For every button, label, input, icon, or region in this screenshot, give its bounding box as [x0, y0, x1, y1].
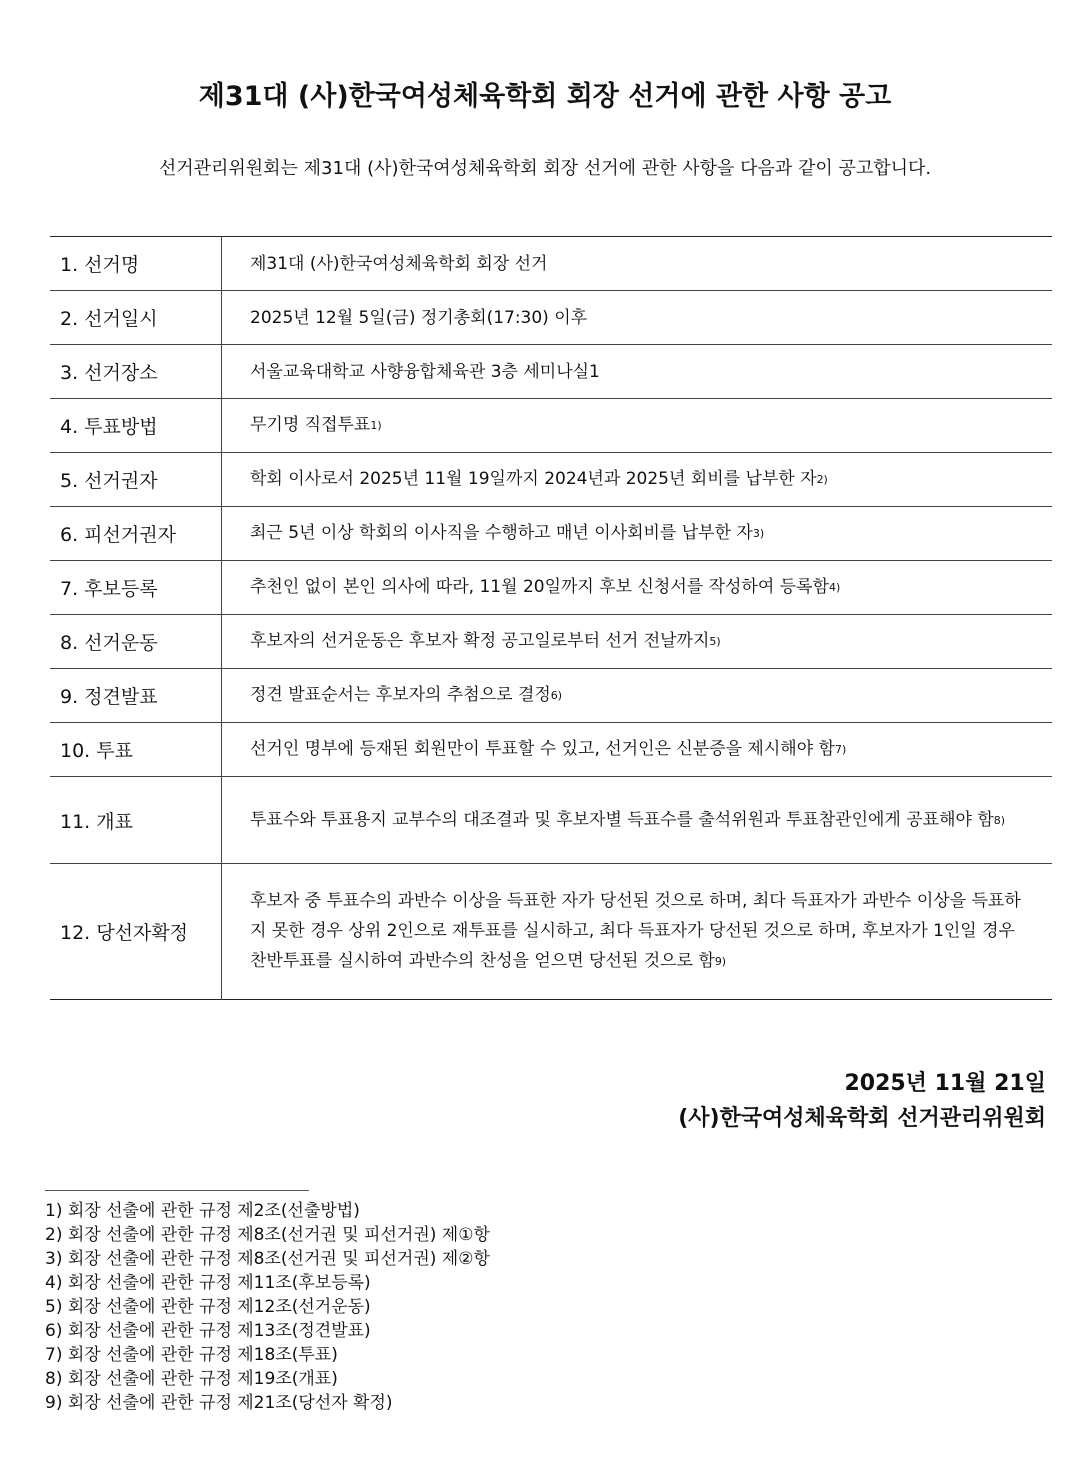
footnote-ref: 6)	[550, 689, 563, 702]
table-row	[50, 507, 1052, 561]
row-value	[222, 453, 1053, 507]
table-row	[50, 615, 1052, 669]
footnote: 7) 회장 선출에 관한 규정 제18조(투표)	[45, 1345, 338, 1365]
footnote-divider	[45, 1190, 309, 1191]
footnote-ref: 3)	[752, 527, 765, 540]
row-value	[222, 723, 1053, 777]
row-label: 12. 당선자확정	[50, 864, 222, 1000]
row-value	[222, 561, 1053, 615]
row-value	[222, 777, 1053, 864]
footnote-list	[45, 1199, 490, 1415]
footnote: 3) 회장 선출에 관한 규정 제8조(선거권 및 피선거권) 제②항	[45, 1249, 490, 1269]
row-value	[222, 237, 1053, 291]
footnote-ref: 5)	[709, 635, 721, 648]
row-label: 10. 투표	[50, 723, 222, 777]
row-value-text: 학회 이사로서 2025년 11월 19일까지 2024년과 2025년 회비를 납부한 자	[250, 469, 817, 489]
row-value	[222, 864, 1053, 1000]
table-row	[50, 864, 1052, 1000]
row-value-text: 후보자의 선거운동은 후보자 확정 공고일로부터 선거 전날까지	[250, 631, 710, 651]
row-value-text: 최근 5년 이상 학회의 이사직을 수행하고 매년 이사회비를 납부한 자	[250, 523, 753, 543]
row-value-text: 무기명 직접투표	[250, 415, 371, 435]
row-value	[222, 291, 1053, 345]
table-row	[50, 777, 1052, 864]
document-title: 제31대 (사)한국여성체육학회 회장 선거에 관한 사항 공고	[198, 81, 892, 112]
row-label: 3. 선거장소	[50, 345, 222, 399]
announcement-date: 2025년 11월 21일	[844, 1071, 1046, 1096]
table-row	[50, 561, 1052, 615]
row-value	[222, 399, 1053, 453]
footnote: 1) 회장 선출에 관한 규정 제2조(선출방법)	[45, 1201, 360, 1221]
row-label: 1. 선거명	[50, 237, 222, 291]
intro-paragraph: 선거관리위원회는 제31대 (사)한국여성체육학회 회장 선거에 관한 사항을 다음과 같이 공고합니다.	[158, 158, 932, 179]
row-value-text: 서울교육대학교 사향융합체육관 3층 세미나실1	[250, 361, 600, 382]
table-row	[50, 453, 1052, 507]
footnote: 8) 회장 선출에 관한 규정 제19조(개표)	[45, 1369, 338, 1389]
table-row	[50, 723, 1052, 777]
footnote-ref: 8)	[993, 813, 1006, 827]
row-label: 11. 개표	[50, 777, 222, 864]
footnote-ref: 1)	[370, 419, 382, 432]
row-label: 8. 선거운동	[50, 615, 222, 669]
row-label: 4. 투표방법	[50, 399, 222, 453]
row-label: 7. 후보등록	[50, 561, 222, 615]
footnote: 9) 회장 선출에 관한 규정 제21조(당선자 확정)	[45, 1393, 393, 1413]
row-value-text: 선거인 명부에 등재된 회원만이 투표할 수 있고, 선거인은 신분증을 제시해야 함	[250, 739, 835, 759]
footnote-ref: 7)	[834, 743, 847, 756]
row-value-text: 투표수와 투표용지 교부수의 대조결과 및 후보자별 득표수를 출석위원과 투표참관인에게 공표해야 함	[250, 809, 994, 830]
row-value-text: 정견 발표순서는 후보자의 추첨으로 결정	[250, 685, 551, 705]
footnote: 6) 회장 선출에 관한 규정 제13조(정견발표)	[45, 1321, 371, 1341]
table-row	[50, 237, 1052, 291]
election-info-table	[50, 236, 1052, 1000]
table-row	[50, 345, 1052, 399]
footnote-ref: 4)	[828, 581, 841, 594]
table-row	[50, 291, 1052, 345]
row-label: 6. 피선거권자	[50, 507, 222, 561]
footnote: 5) 회장 선출에 관한 규정 제12조(선거운동)	[45, 1297, 371, 1317]
footnote-ref: 2)	[816, 473, 828, 486]
row-value-text: 추천인 없이 본인 의사에 따라, 11월 20일까지 후보 신청서를 작성하여 등록함	[250, 577, 829, 597]
row-label: 9. 정견발표	[50, 669, 222, 723]
table-row	[50, 399, 1052, 453]
row-label: 2. 선거일시	[50, 291, 222, 345]
row-value-text: 제31대 (사)한국여성체육학회 회장 선거	[250, 253, 548, 274]
table-row	[50, 669, 1052, 723]
footnote: 4) 회장 선출에 관한 규정 제11조(후보등록)	[45, 1273, 371, 1293]
row-value	[222, 669, 1053, 723]
issuing-organization: (사)한국여성체육학회 선거관리위원회	[678, 1106, 1046, 1131]
row-value	[222, 345, 1053, 399]
row-value-text: 후보자 중 투표수의 과반수 이상을 득표한 자가 당선된 것으로 하며, 최다 득표자가 과반수 이상을 득표하지 못한 경우 상위 2인으로 재투표를 실시하고, 최다 득표자가 당선된 것으로 하며, 후보자가 1인일 경우 찬반투표를 실시하여 과반수의 찬성을 얻으면 당선된 것으로 함	[250, 891, 1021, 971]
footnote-ref: 9)	[714, 955, 727, 968]
row-value-text: 2025년 12월 5일(금) 정기총회(17:30) 이후	[250, 307, 588, 328]
footnote: 2) 회장 선출에 관한 규정 제8조(선거권 및 피선거권) 제①항	[45, 1225, 490, 1245]
row-label: 5. 선거권자	[50, 453, 222, 507]
row-value	[222, 507, 1053, 561]
row-value	[222, 615, 1053, 669]
